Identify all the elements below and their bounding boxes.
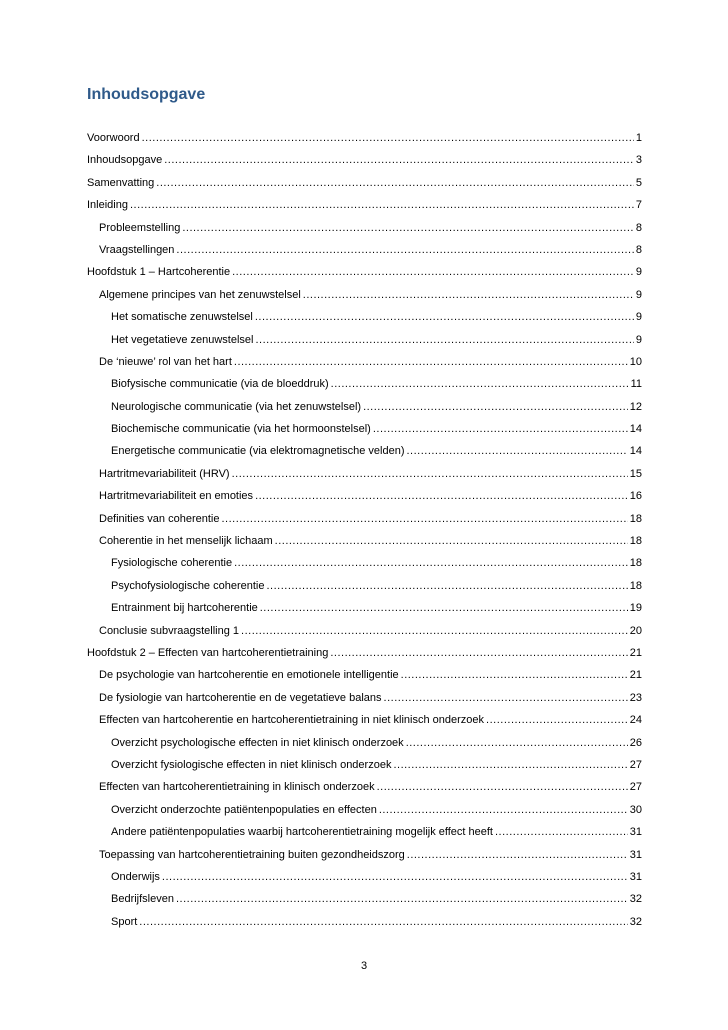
toc-entry-page: 31 [629,870,642,883]
toc-dot-leader [162,871,628,883]
toc-entry-title: Samenvatting [87,176,155,189]
toc-entry-page: 21 [629,669,642,682]
toc-dot-leader [384,692,628,704]
toc-entry-page: 1 [635,132,642,144]
toc-entry-page: 24 [629,714,642,727]
toc-entry[interactable] [87,759,642,781]
toc-entry-page: 12 [629,400,642,413]
toc-entry-page: 3 [635,154,642,167]
toc-dot-leader [232,468,628,480]
toc-dot-leader [363,401,628,413]
toc-dot-leader [234,356,628,368]
toc-dot-leader [330,647,627,659]
toc-entry-title: Inleiding [87,199,128,212]
toc-entry-title: Overzicht fysiologische effecten in niet klinisch onderzoek [111,758,392,771]
toc-dot-leader [331,378,629,390]
toc-entry-page: 31 [629,848,642,861]
toc-entry-page: 21 [629,646,642,659]
toc-entry-title: Probleemstelling [99,221,181,234]
toc-entry[interactable] [87,804,642,826]
toc-entry[interactable] [87,602,642,624]
toc-entry-page: 16 [629,490,642,503]
table-of-contents [87,132,642,938]
toc-dot-leader [266,580,627,592]
toc-dot-leader [373,423,628,435]
toc-entry-page: 9 [635,311,642,324]
toc-dot-leader [142,132,634,144]
toc-entry-title: Onderwijs [111,870,160,883]
toc-dot-leader [139,916,627,928]
toc-entry-page: 8 [635,221,642,234]
toc-entry-page: 20 [629,624,642,637]
toc-entry[interactable] [87,849,642,871]
toc-entry-title: Hoofdstuk 1 – Hartcoherentie [87,266,231,279]
toc-entry-page: 14 [629,423,642,436]
toc-entry[interactable] [87,871,642,893]
toc-entry[interactable] [87,266,642,288]
toc-entry[interactable] [87,826,642,848]
toc-entry[interactable] [87,781,642,803]
toc-entry-page: 32 [629,893,642,906]
toc-entry-title: Entrainment bij hartcoherentie [111,602,258,615]
toc-entry-title: Biochemische communicatie (via het hormoonstelsel) [111,423,371,436]
toc-entry-page: 11 [630,378,642,391]
toc-entry[interactable] [87,177,642,199]
toc-entry[interactable] [87,199,642,221]
toc-entry-page: 15 [629,467,642,480]
toc-entry-title: Overzicht onderzochte patiëntenpopulaties en effecten [111,803,377,816]
toc-entry[interactable] [87,647,642,669]
toc-entry[interactable] [87,535,642,557]
toc-entry[interactable] [87,445,642,467]
toc-entry-page: 9 [635,266,642,279]
toc-entry-title: Bedrijfsleven [111,893,174,906]
toc-entry-page: 31 [629,826,642,839]
toc-entry-page: 10 [629,355,642,368]
toc-entry-page: 9 [635,333,642,346]
toc-entry-title: Coherentie in het menselijk lichaam [99,535,273,548]
toc-entry[interactable] [87,401,642,423]
toc-entry[interactable] [87,468,642,490]
toc-entry-page: 5 [635,176,642,189]
toc-entry[interactable] [87,244,642,266]
toc-entry[interactable] [87,669,642,691]
toc-entry-title: Hoofdstuk 2 – Effecten van hartcoherentietraining [87,646,329,659]
toc-entry-page: 27 [629,781,642,794]
toc-dot-leader [393,759,627,771]
toc-entry-title: De ‘nieuwe’ rol van het hart [99,355,232,368]
toc-entry[interactable] [87,625,642,647]
toc-entry-title: Andere patiëntenpopulaties waarbij hartcoherentietraining mogelijk effect heeft [111,826,493,839]
toc-dot-leader [275,535,628,547]
toc-entry[interactable] [87,893,642,915]
toc-entry-title: Effecten van hartcoherentie en hartcoherentietraining in niet klinisch onderzoek [99,714,485,727]
toc-dot-leader [406,445,627,457]
toc-dot-leader [377,781,628,793]
toc-entry-title: Neurologische communicatie (via het zenuwstelsel) [111,400,362,413]
toc-entry[interactable] [87,423,642,445]
toc-entry-title: Overzicht psychologische effecten in niet klinisch onderzoek [111,736,404,749]
toc-entry[interactable] [87,334,642,356]
toc-dot-leader [379,804,628,816]
toc-dot-leader [401,669,628,681]
toc-entry-page: 7 [635,199,642,212]
toc-dot-leader [164,154,634,166]
toc-dot-leader [303,289,634,301]
toc-entry[interactable] [87,222,642,244]
toc-dot-leader [486,714,628,726]
toc-dot-leader [255,311,634,323]
toc-dot-leader [407,849,628,861]
toc-entry-page: 23 [629,691,642,704]
toc-dot-leader [176,244,633,256]
toc-entry[interactable] [87,737,642,759]
toc-entry-page: 8 [635,243,642,256]
toc-entry[interactable] [87,378,642,400]
toc-entry[interactable] [87,132,642,154]
toc-entry-page: 18 [629,512,642,525]
toc-entry-title: Voorwoord [87,132,140,144]
toc-dot-leader [221,513,627,525]
toc-dot-leader [255,490,628,502]
toc-entry-title: Conclusie subvraagstelling 1 [99,624,240,637]
toc-entry-title: Het vegetatieve zenuwstelsel [111,333,254,346]
toc-entry-title: Inhoudsopgave [87,154,163,167]
toc-dot-leader [156,177,634,189]
toc-dot-leader [406,737,628,749]
toc-dot-leader [495,826,628,838]
toc-entry[interactable] [87,580,642,602]
toc-entry-title: Algemene principes van het zenuwstelsel [99,288,301,301]
toc-entry[interactable] [87,513,642,535]
toc-entry-title: Hartritmevariabiliteit en emoties [99,490,254,503]
toc-entry-page: 18 [629,579,642,592]
toc-dot-leader [130,199,634,211]
toc-entry[interactable] [87,154,642,176]
toc-entry[interactable] [87,311,642,333]
page-title: Inhoudsopgave [87,86,206,103]
toc-entry-title: De fysiologie van hartcoherentie en de vegetatieve balans [99,691,382,704]
toc-entry-title: De psychologie van hartcoherentie en emotionele intelligentie [99,669,399,682]
toc-entry-title: Psychofysiologische coherentie [111,579,265,592]
toc-entry[interactable] [87,916,642,938]
toc-entry-page: 27 [629,758,642,771]
toc-entry[interactable] [87,289,642,311]
toc-entry-page: 32 [629,915,642,928]
toc-entry-page: 14 [629,445,642,458]
toc-entry-title: Fysiologische coherentie [111,557,233,570]
toc-entry-page: 9 [635,288,642,301]
toc-entry-page: 18 [629,557,642,570]
toc-entry-title: Definities van coherentie [99,512,220,525]
toc-dot-leader [260,602,628,614]
toc-entry-title: Toepassing van hartcoherentietraining buiten gezondheidszorg [99,848,405,861]
toc-dot-leader [176,893,628,905]
toc-entry-page: 18 [629,535,642,548]
toc-dot-leader [255,334,633,346]
toc-dot-leader [232,266,634,278]
toc-entry-title: Effecten van hartcoherentietraining in klinisch onderzoek [99,781,375,794]
toc-dot-leader [182,222,634,234]
toc-entry[interactable] [87,490,642,512]
toc-entry-title: Het somatische zenuwstelsel [111,311,253,324]
toc-dot-leader [241,625,628,637]
toc-entry-title: Biofysische communicatie (via de bloeddruk) [111,378,329,391]
toc-entry-title: Hartritmevariabiliteit (HRV) [99,467,230,480]
toc-entry[interactable] [87,692,642,714]
toc-entry-page: 30 [629,803,642,816]
page-number: 3 [360,960,368,972]
toc-entry-title: Energetische communicatie (via elektromagnetische velden) [111,445,405,458]
toc-dot-leader [234,557,628,569]
toc-entry[interactable] [87,714,642,736]
toc-entry-title: Vraagstellingen [99,243,175,256]
toc-entry[interactable] [87,356,642,378]
toc-entry-page: 26 [629,736,642,749]
toc-entry[interactable] [87,557,642,579]
toc-entry-title: Sport [111,915,138,928]
toc-entry-page: 19 [629,602,642,615]
